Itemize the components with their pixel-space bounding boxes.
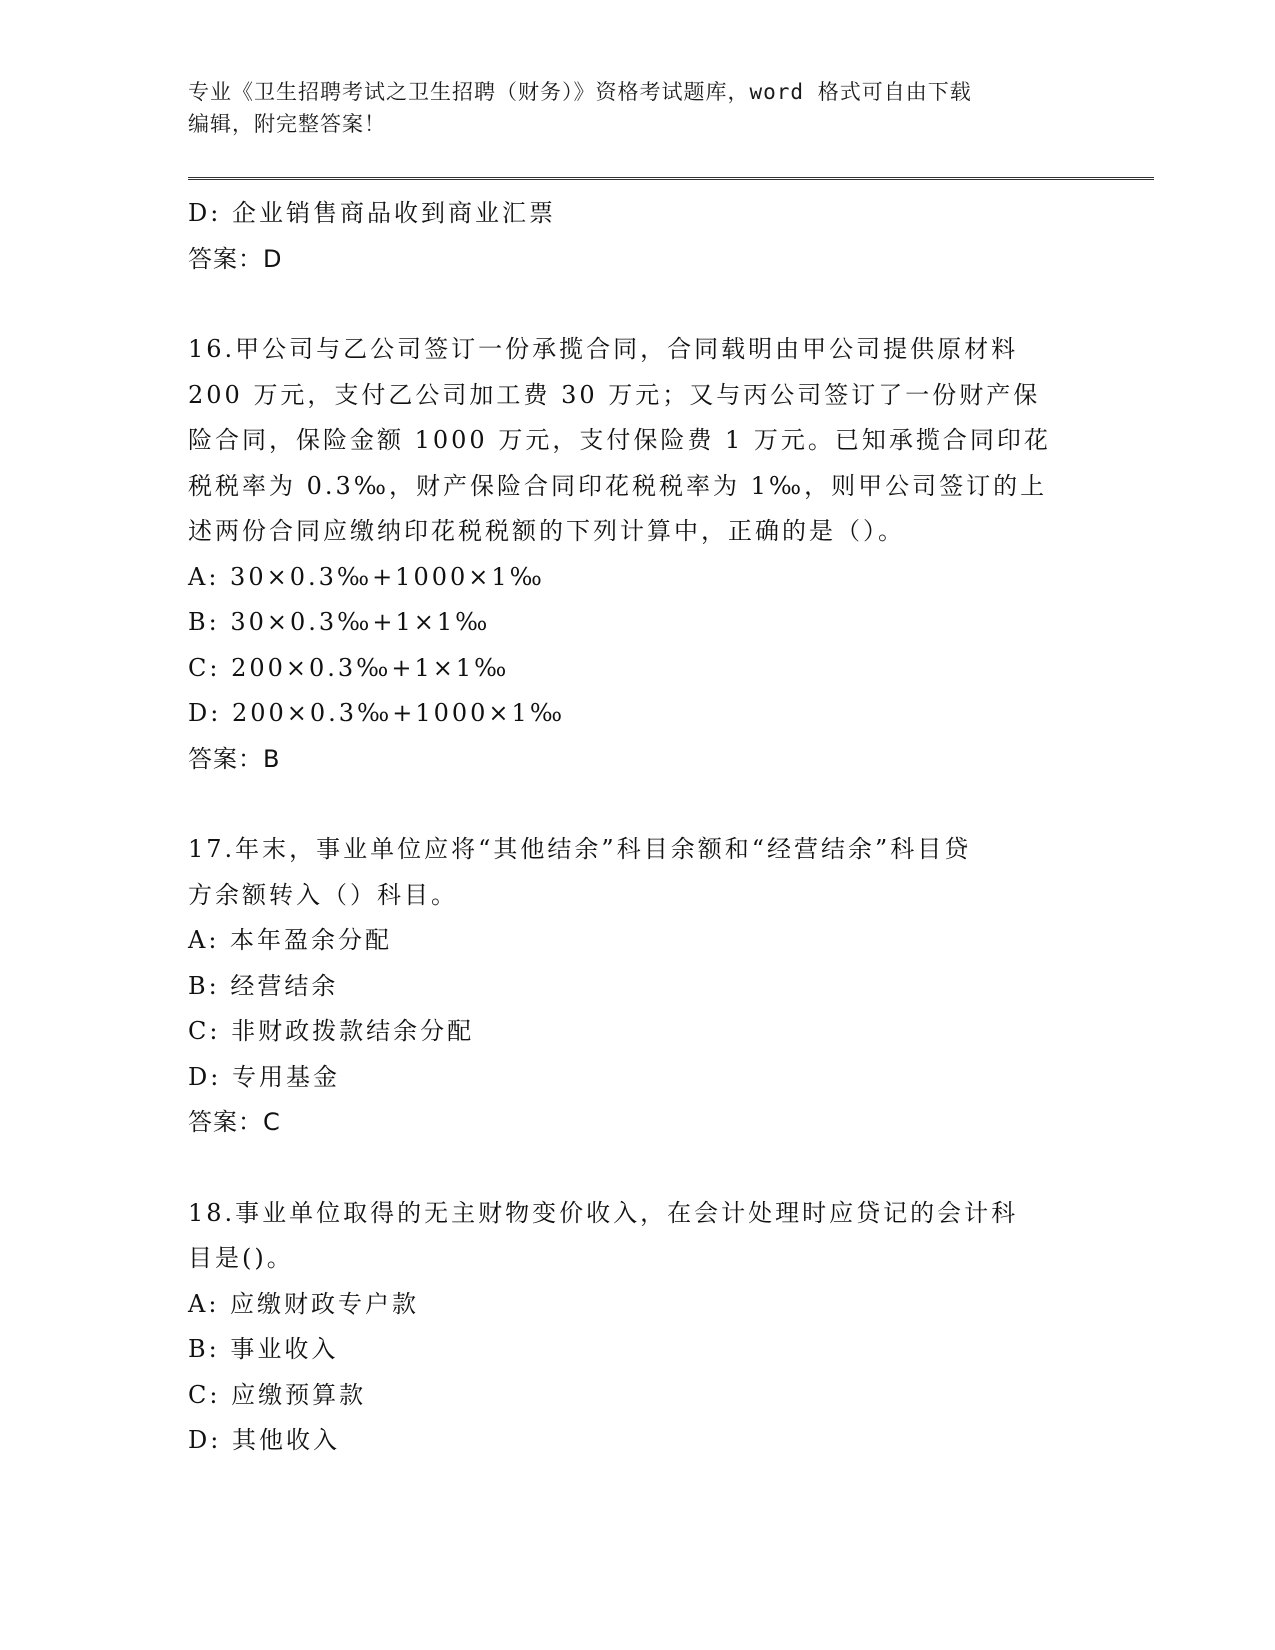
option-c: C: 非财政拨款结余分配 <box>188 1017 475 1045</box>
option-b: B: 事业收入 <box>188 1335 339 1363</box>
question-17 <box>188 827 1088 1146</box>
document-header <box>188 76 1088 140</box>
option-a: A: 30×0.3‰+1000×1‰ <box>188 562 545 591</box>
option-d: D: 200×0.3‰+1000×1‰ <box>188 699 566 727</box>
header-line-1: 专业《卫生招聘考试之卫生招聘（财务）》资格考试题库，word 格式可自由下载 <box>188 80 972 104</box>
question-text-line: 目是()。 <box>188 1244 294 1272</box>
answer: 答案：C <box>188 1108 281 1136</box>
option-a: A: 应缴财政专户款 <box>188 1289 420 1318</box>
option-b: B: 经营结余 <box>188 971 339 1000</box>
option-d: D: 企业销售商品收到商业汇票 <box>188 199 556 227</box>
question-text-line: 200 万元，支付乙公司加工费 30 万元；又与丙公司签订了一份财产保 <box>188 380 1041 409</box>
option-c: C: 200×0.3‰+1×1‰ <box>188 653 510 682</box>
question-text-line: 18.事业单位取得的无主财物变价收入，在会计处理时应贷记的会计科 <box>188 1198 1019 1227</box>
question-text-line: 税税率为 0.3‰，财产保险合同印花税税率为 1‰，则甲公司签订的上 <box>188 471 1048 500</box>
spacer <box>188 782 1088 827</box>
question-text-line: 16.甲公司与乙公司签订一份承揽合同，合同载明由甲公司提供原材料 <box>188 335 1019 363</box>
question-text-line: 述两份合同应缴纳印花税税额的下列计算中，正确的是（）。 <box>188 517 905 545</box>
header-line-2: 编辑，附完整答案！ <box>188 112 386 136</box>
option-d: D: 其他收入 <box>188 1426 340 1454</box>
spacer <box>188 1146 1088 1191</box>
question-text-line: 方余额转入（）科目。 <box>188 880 458 909</box>
question-18 <box>188 1191 1088 1464</box>
option-b: B: 30×0.3‰+1×1‰ <box>188 608 491 636</box>
answer: 答案：D <box>188 244 283 273</box>
option-c: C: 应缴预算款 <box>188 1380 367 1409</box>
option-a: A: 本年盈余分配 <box>188 926 393 954</box>
question-text-line: 17.年末，事业单位应将“其他结余”科目余额和“经营结余”科目贷 <box>188 835 972 863</box>
question-16 <box>188 327 1088 782</box>
header-divider <box>188 177 1154 180</box>
question-text-line: 险合同，保险金额 1000 万元，支付保险费 1 万元。已知承揽合同印花 <box>188 426 1051 454</box>
spacer <box>188 282 1088 327</box>
option-d: D: 专用基金 <box>188 1062 340 1091</box>
document-body <box>188 191 1088 1464</box>
answer: 答案：B <box>188 744 281 773</box>
